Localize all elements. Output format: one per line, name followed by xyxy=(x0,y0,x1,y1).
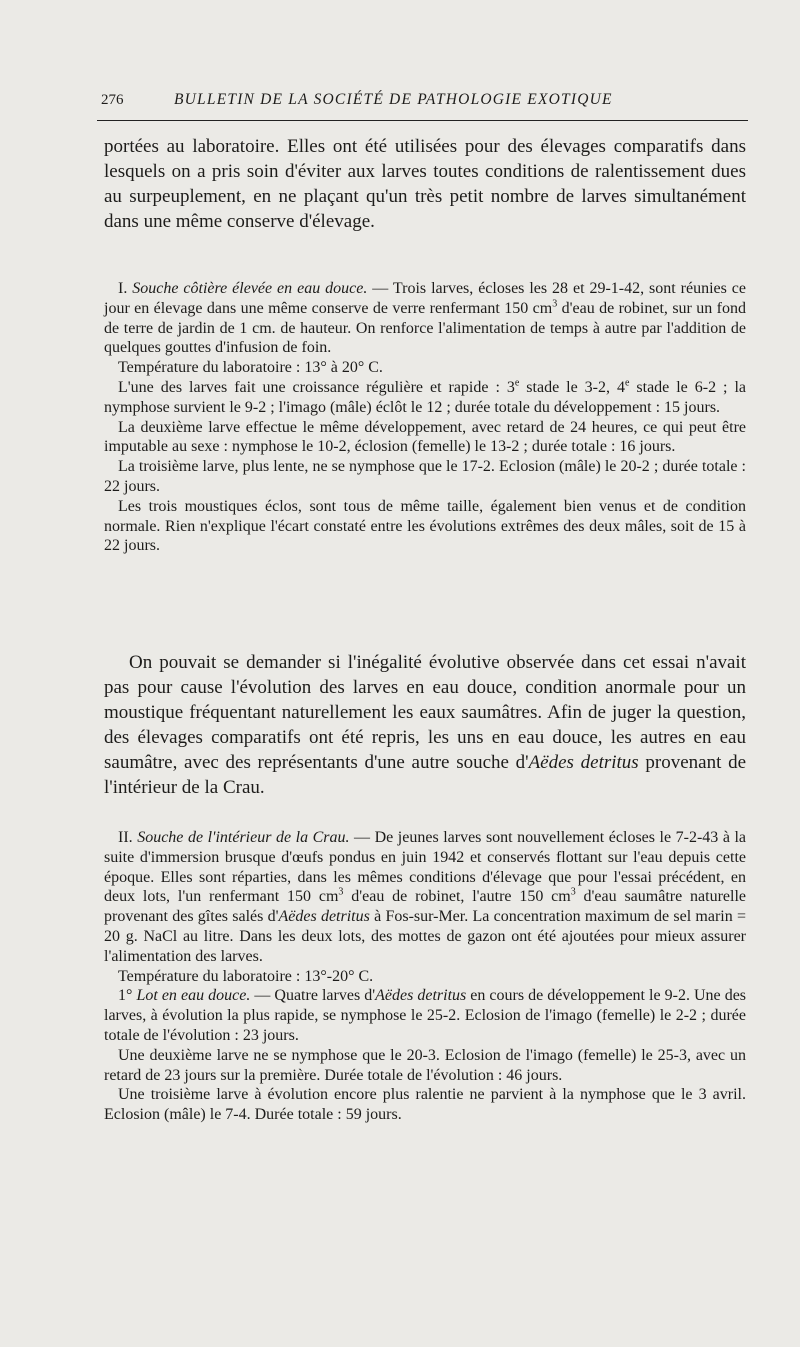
section-2-paragraph-3: 1° Lot en eau douce. — Quatre larves d'Aëdes detritus en cours de développement le 9-2. Une des larves, à évolution la plus rapide, se nymphose le 25-2. Eclosion de l'imago (femelle) le 2-2 ; durée totale de l'évolution : 23 jours. xyxy=(104,987,747,1044)
page-number: 276 xyxy=(101,92,124,108)
section-1-paragraph-6: Les trois moustiques éclos, sont tous de même taille, également bien venus et de condition normale. Rien n'explique l'écart constaté entre les évolutions extrêmes des deux mâles, soit de 15 à 22 jours. xyxy=(104,497,746,555)
middle-paragraph: On pouvait se demander si l'inégalité évolutive observée dans cet essai n'avait pas pour cause l'évolution des larves en eau douce, condition anormale pour un moustique fréquentant naturellement les eaux saumâtres. Afin de juger la question, des élevages comparatifs ont été repris, les uns en eau douce, les autres en eau saumâtre, avec des représentants d'une autre souche d'Aëdes detritus provenant de l'intérieur de la Crau. xyxy=(104,652,746,798)
section-1-number: I. xyxy=(118,280,128,297)
section-1-paragraph-1: I. Souche côtière élevée en eau douce. — Trois larves, écloses les 28 et 29-1-42, sont réunies ce jour en élevage dans une même conserve de verre renfermant 150 $cm^3$ d'eau de robinet, sur un fond de terre de jardin de 1 cm. de hauteur. On renforce l'alimentation de temps à autre par l'addition de quelques gouttes d'infusion de foin. xyxy=(104,280,747,357)
section-1-title: Souche côtière élevée en eau douce. xyxy=(132,280,368,297)
section-2-paragraph-1: II. Souche de l'intérieur de la Crau. — De jeunes larves sont nouvellement écloses le 7-2-43 à la suite d'immersion brusque d'œufs pondus en juin 1942 et conservés flottant sur l'eau depuis cette époque. Elles sont réparties, dans les mêmes conditions d'élevage que pour l'essai précédent, en deux lots, l'un renfermant 150 $cm^3$ d'eau de robinet, l'autre 150 $cm^3$ d'eau saumâtre naturelle provenant des gîtes salés d'Aëdes detritus à Fos-sur-Mer. La concentration maximum de sel marin = 20 g. NaCl au litre. Dans les deux lots, des mottes de gazon ont été ajoutées pour mieux assurer l'alimentation des larves. xyxy=(104,829,747,965)
section-2-paragraph-5: Une troisième larve à évolution encore plus ralentie ne parvient à la nymphose que le 3 avril. Eclosion (mâle) le 7-4. Durée totale : 59 jours. xyxy=(104,1086,746,1124)
species-name: Aëdes detritus xyxy=(278,908,370,926)
page-header xyxy=(101,88,751,116)
header-rule xyxy=(97,120,748,121)
running-title: BULLETIN DE LA SOCIÉTÉ DE PATHOLOGIE EXOTIQUE xyxy=(174,91,613,108)
section-1-paragraph-5: La troisième larve, plus lente, ne se nymphose que le 17-2. Eclosion (mâle) le 20-2 ; durée totale : 22 jours. xyxy=(104,458,746,495)
section-1-paragraph-3: L'une des larves fait une croissance régulière et rapide : 3e stade le 3-2, 4e stade le 6-2 ; la nymphose survient le 9-2 ; l'imago (mâle) éclôt le 12 ; durée totale du développement : 15 jours. xyxy=(104,377,747,416)
section-2-number: II. xyxy=(118,829,133,846)
lot-title: Lot en eau douce. xyxy=(136,987,251,1005)
section-1-temperature: Température du laboratoire : 13° à 20° C. xyxy=(118,359,383,377)
middle-block xyxy=(104,650,746,800)
intro-block xyxy=(104,134,746,234)
species-name: Aëdes detritus xyxy=(375,987,467,1005)
section-2-paragraph-4: Une deuxième larve ne se nymphose que le 20-3. Eclosion de l'imago (femelle) le 25-3, avec un retard de 23 jours sur la première. Durée totale de l'évolution : 46 jours. xyxy=(104,1046,746,1084)
intro-paragraph: portées au laboratoire. Elles ont été utilisées pour des élevages comparatifs dans lesquels on a pris soin d'éviter aux larves toutes conditions de ralentissement dues au surpeuplement, en ne plaçant qu'un très petit nombre de larves simultanément dans une même conserve d'élevage. xyxy=(104,136,746,232)
section-2-title: Souche de l'intérieur de la Crau. xyxy=(137,829,350,846)
section-2 xyxy=(104,828,746,1125)
section-1 xyxy=(104,279,746,556)
section-1-paragraph-4: La deuxième larve effectue le même développement, avec retard de 24 heures, ce qui peut être imputable au sexe : nymphose le 10-2, éclosion (femelle) le 13-2 ; durée totale : 16 jours. xyxy=(104,418,746,456)
section-2-temperature: Température du laboratoire : 13°-20° C. xyxy=(118,967,374,985)
species-name: Aëdes detritus xyxy=(528,752,639,773)
